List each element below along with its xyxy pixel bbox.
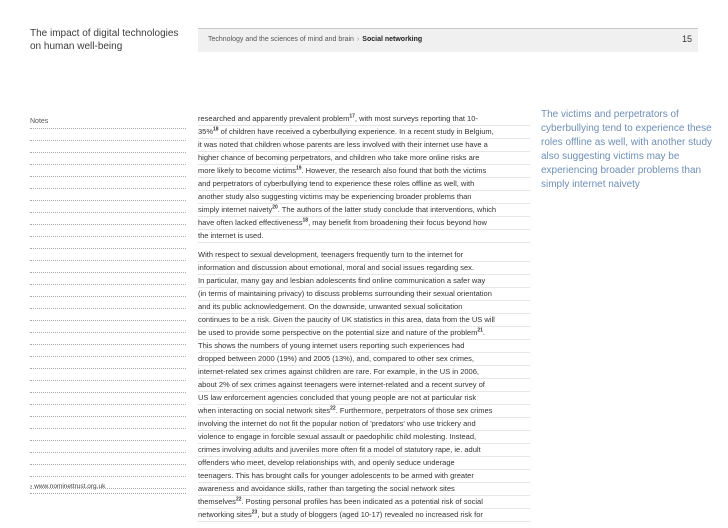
breadcrumb-section: Technology and the sciences of mind and brain	[208, 36, 354, 43]
text-line	[198, 340, 530, 353]
notes-label: Notes	[30, 116, 186, 129]
notes-line	[30, 453, 186, 465]
notes-line	[30, 285, 186, 297]
text-line	[198, 178, 530, 191]
text-line	[198, 204, 530, 217]
notes-lines	[30, 129, 186, 489]
text-segment: This shows the numbers of young internet users reporting such experiences had	[198, 341, 465, 350]
text-segment: 35%	[198, 127, 214, 136]
text-segment: internet-related sex crimes against children are rare. For example, in the US in 2006,	[198, 367, 479, 376]
text-line	[198, 191, 530, 204]
notes-column	[30, 116, 186, 489]
text-line	[198, 444, 530, 457]
text-segment: of children have received a cyberbullying experience. In a recent study in Belgium,	[218, 127, 494, 136]
text-segment: . Posting personal profiles has been indicated as a potential risk of social	[241, 497, 483, 506]
reference-number: 18	[213, 126, 219, 133]
body-paragraph-cyberbullying	[198, 113, 530, 243]
notes-line	[30, 321, 186, 333]
notes-line	[30, 309, 186, 321]
notes-line	[30, 213, 186, 225]
text-segment: . The authors of the latter study conclude that interventions, which	[277, 205, 497, 214]
text-line	[198, 301, 530, 314]
reference-number: 21	[477, 327, 483, 334]
notes-line	[30, 273, 186, 285]
text-line	[198, 152, 530, 165]
text-line	[198, 262, 530, 275]
text-line	[198, 470, 530, 483]
text-segment: networking sites	[198, 510, 252, 519]
text-line	[198, 327, 530, 340]
notes-line	[30, 357, 186, 369]
notes-line	[30, 393, 186, 405]
text-segment: and its public acknowledgement. On the downside, unwanted sexual solicitation	[198, 302, 463, 311]
body-paragraph-sexual-development	[198, 249, 530, 522]
reference-number: 19	[295, 165, 302, 172]
notes-line	[30, 297, 186, 309]
reference-number: 23	[251, 509, 258, 516]
text-segment: In particular, many gay and lesbian adolescents find online communication a safer way	[198, 276, 486, 285]
text-segment: , but a study of bloggers (aged 10-17) revealed no increased risk for	[257, 510, 483, 519]
text-line	[198, 353, 530, 366]
notes-line	[30, 465, 186, 477]
reference-number: 22	[330, 405, 336, 412]
text-line	[198, 126, 530, 139]
text-segment: dropped between 2000 (19%) and 2005 (13%), and, compared to other sex crimes,	[198, 354, 474, 363]
text-segment: continues to be a risk. Given the paucity of UK statistics in this area, data from the US will	[198, 315, 495, 324]
notes-line	[30, 381, 186, 393]
text-segment: involving the internet do not fit the popular notion of 'predators' who use trickery and	[198, 419, 476, 428]
notes-line	[30, 141, 186, 153]
notes-line	[30, 201, 186, 213]
text-line	[198, 314, 530, 327]
text-segment: researched and apparently prevalent problem	[198, 114, 350, 123]
text-line	[198, 457, 530, 470]
website-link[interactable]: www.nominettrust.org.uk	[34, 483, 106, 490]
text-segment: With respect to sexual development, teenagers frequently turn to the internet for	[198, 250, 464, 259]
text-line	[198, 217, 530, 230]
text-segment: (in terms of maintaining privacy) to discuss problems surrounding their sexual orientation	[198, 289, 492, 298]
text-segment: teenagers. This has brought calls for younger adolescents to be armed with greater	[198, 471, 474, 480]
text-segment: information and discussion about emotional, moral and social issues regarding sex.	[198, 263, 474, 272]
notes-line	[30, 417, 186, 429]
text-line	[198, 379, 530, 392]
text-line	[198, 249, 530, 262]
text-segment: violence to engage in forcible sexual assault or paedophilic child molesting. Instead,	[198, 432, 477, 441]
reference-number: 18	[302, 217, 309, 224]
text-segment: offenders who meet, develop relationships with, and openly seduce underage	[198, 458, 455, 467]
page-number: 15	[681, 34, 692, 44]
text-line	[198, 288, 530, 301]
text-segment: , may benefit from broadening their focus beyond how	[308, 218, 487, 227]
document-title: The impact of digital technologies on human well-being	[30, 28, 179, 52]
text-segment: .	[482, 328, 485, 337]
text-line	[198, 275, 530, 288]
text-segment: about 2% of sex crimes against teenagers were internet-related and a recent survey of	[198, 380, 485, 389]
text-line	[198, 405, 530, 418]
section-header-band	[198, 28, 698, 52]
notes-line	[30, 165, 186, 177]
text-line	[198, 392, 530, 405]
notes-line	[30, 153, 186, 165]
text-segment: the internet is used.	[198, 231, 264, 240]
text-line	[198, 509, 530, 522]
notes-line	[30, 441, 186, 453]
text-line	[198, 483, 530, 496]
notes-line	[30, 237, 186, 249]
text-line	[198, 165, 530, 178]
notes-line	[30, 261, 186, 273]
text-segment: crimes involving adults and juveniles more often fit a model of statutory rape, ie. adult	[198, 445, 481, 454]
breadcrumb-separator-icon: ›	[356, 36, 360, 43]
text-line	[198, 418, 530, 431]
notes-line	[30, 249, 186, 261]
notes-line	[30, 429, 186, 441]
text-segment: and perpetrators of cyberbullying tend to experience these roles offline as well, with	[198, 179, 475, 188]
text-segment: . However, the research also found that both the victims	[301, 166, 487, 175]
notes-line	[30, 369, 186, 381]
reference-number: 22	[235, 496, 242, 503]
reference-number: 17	[349, 113, 355, 120]
text-segment: more likely to become victims	[198, 166, 296, 175]
breadcrumb	[208, 36, 422, 43]
reference-number: 20	[272, 204, 278, 211]
notes-line	[30, 225, 186, 237]
chevron-right-icon: ›	[30, 483, 33, 490]
text-segment: it was noted that children whose parents are less involved with their internet use have a	[198, 140, 488, 149]
website-link-row[interactable]	[30, 481, 186, 494]
notes-line	[30, 345, 186, 357]
text-segment: themselves	[198, 497, 236, 506]
text-line	[198, 113, 530, 126]
notes-line	[30, 189, 186, 201]
text-segment: awareness and avoidance skills, rather than targeting the social network sites	[198, 484, 455, 493]
text-segment: have often lacked effectiveness	[198, 218, 303, 227]
text-segment: another study also suggesting victims may be experiencing broader problems than	[198, 192, 472, 201]
text-segment: be used to provide some perspective on the potential size and nature of the problem	[198, 328, 478, 337]
text-segment: when interacting on social network sites	[198, 406, 331, 415]
text-line	[198, 230, 530, 243]
text-line	[198, 139, 530, 152]
text-line	[198, 496, 530, 509]
text-segment: . Furthermore, perpetrators of those sex crimes	[335, 406, 493, 415]
notes-line	[30, 333, 186, 345]
text-line	[198, 431, 530, 444]
text-segment: simply internet naivety	[198, 205, 273, 214]
notes-line	[30, 129, 186, 141]
text-segment: US law enforcement agencies concluded that young people are not at particular risk	[198, 393, 477, 402]
text-segment: , with most surveys reporting that 10-	[354, 114, 478, 123]
breadcrumb-current: Social networking	[362, 36, 423, 43]
main-body-text	[198, 113, 530, 528]
notes-line	[30, 177, 186, 189]
notes-line	[30, 405, 186, 417]
pull-quote: The victims and perpetrators of cyberbullying tend to experience these roles offline as well, with another study also suggesting victims may be experiencing broader problems than simply internet naivety	[541, 109, 713, 190]
text-segment: higher chance of becoming perpetrators, and children who take more online risks are	[198, 153, 480, 162]
text-line	[198, 366, 530, 379]
